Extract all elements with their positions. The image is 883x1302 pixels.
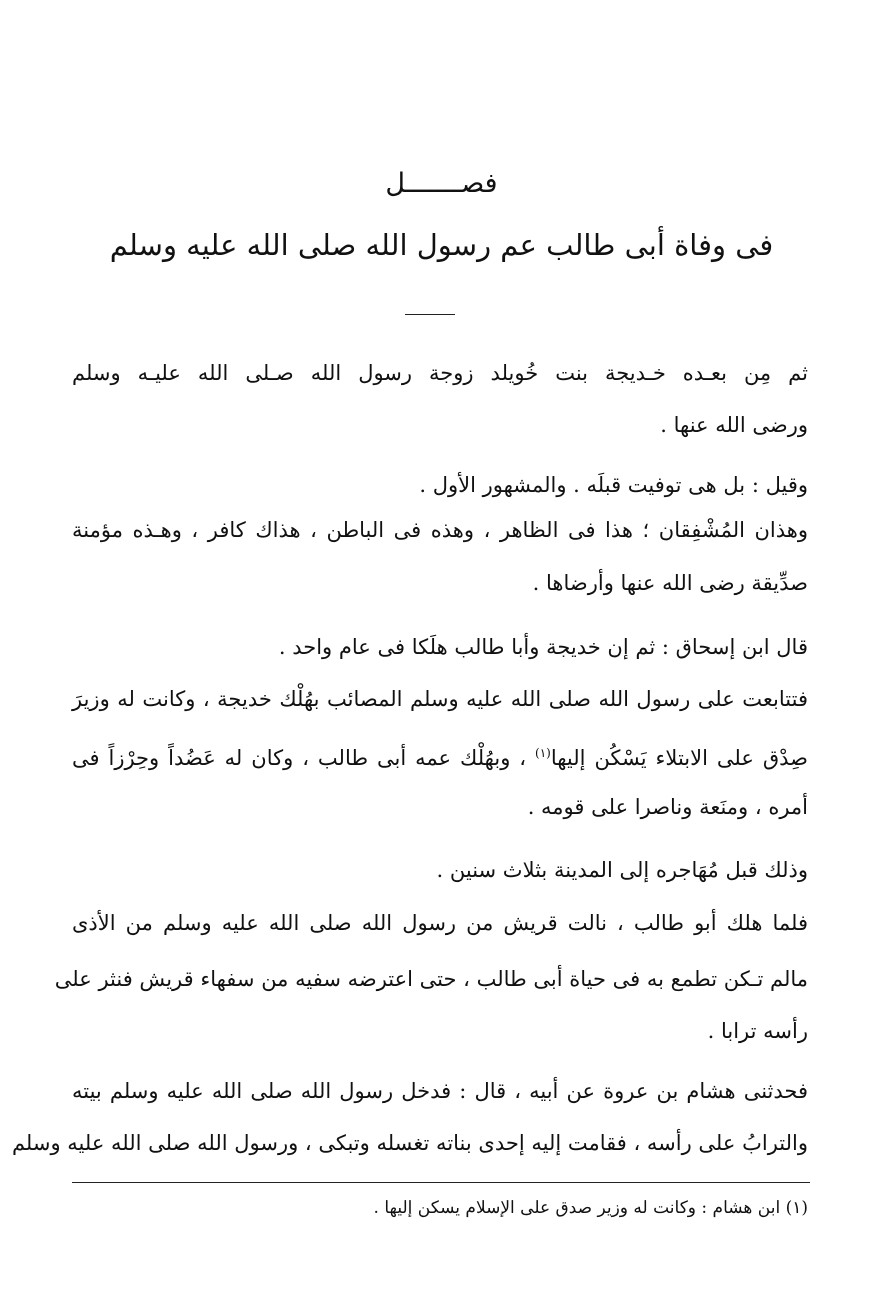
text-line: رأسه ترابا .: [707, 1019, 808, 1043]
title-divider: [405, 314, 455, 315]
text-line: ثم مِن بعـده خـديجة بنت خُويلد زوجة رسول الله صـلى الله عليـه وسلم: [72, 361, 808, 385]
footnote-reference: (١): [535, 746, 551, 760]
section-heading: فصـــــــل: [385, 168, 498, 199]
footnote: (١) ابن هشام : وكانت له وزير صدق على الإسلام يسكن إليها .: [373, 1198, 808, 1218]
chapter-title: فى وفاة أبى طالب عم رسول الله صلى الله عليه وسلم: [109, 228, 774, 262]
text-line: وذلك قبل مُهَاجره إلى المدينة بثلاث سنين .: [436, 858, 808, 882]
text-line: فلما هلك أبو طالب ، نالت قريش من رسول الله صلى الله عليه وسلم من الأذى: [72, 911, 808, 935]
text-segment: ، وبهُلْك عمه أبى طالب ، وكان له عَضُداً وحِرْزاً فى: [72, 746, 536, 770]
text-line: ورضى الله عنها .: [660, 413, 808, 437]
text-line: أمره ، ومنَعة وناصرا على قومه .: [527, 795, 808, 819]
text-line: وقيل : بل هى توفيت قبلَه . والمشهور الأول .: [419, 473, 808, 497]
text-line: فتتابعت على رسول الله صلى الله عليه وسلم المصائب بهُلْك خديجة ، وكانت له وزيرَ: [72, 687, 808, 711]
text-line: والترابُ على رأسه ، فقامت إليه إحدى بناته تغسله وتبكى ، ورسول الله صلى الله عليه وسلم: [11, 1131, 808, 1155]
text-line: قال ابن إسحاق : ثم إن خديجة وأبا طالب هلَكا فى عام واحد .: [278, 635, 808, 659]
text-line: [72, 738, 808, 773]
text-line: صدِّيقة رضى الله عنها وأرضاها .: [532, 571, 808, 595]
footnote-divider: [72, 1182, 810, 1183]
text-segment: صِدْق على الابتلاء يَسْكُن إليها: [550, 746, 808, 770]
text-line: فحدثنى هشام بن عروة عن أبيه ، قال : فدخل رسول الله صلى الله عليه وسلم بيته: [72, 1079, 808, 1103]
text-line: مالم تـكن تطمع به فى حياة أبى طالب ، حتى اعترضه سفيه من سفهاء قريش فنثر على: [54, 967, 808, 991]
text-line: وهذان المُشْفِقان ؛ هذا فى الظاهر ، وهذه فى الباطن ، هذاك كافر ، وهـذه مؤمنة: [72, 518, 808, 542]
